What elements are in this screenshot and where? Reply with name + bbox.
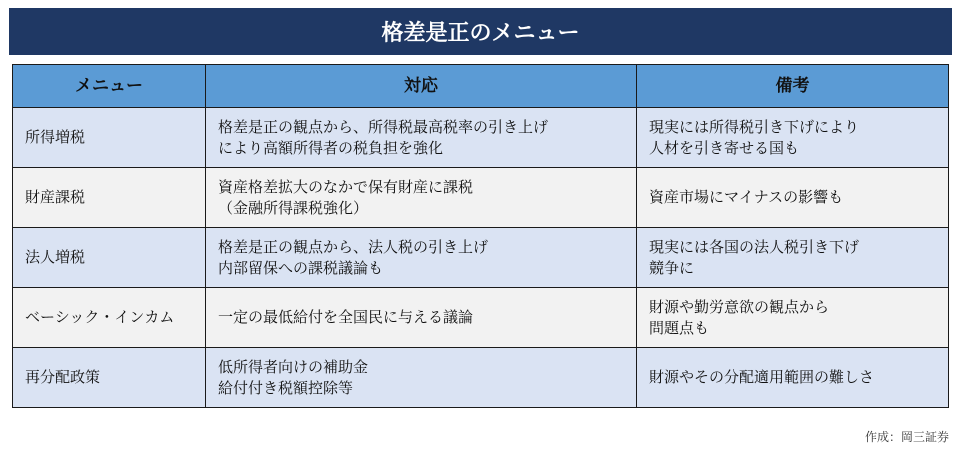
notes-line: 人材を引き寄せる国も: [649, 138, 800, 157]
notes-cell: [637, 108, 949, 168]
header-response: 対応: [206, 65, 637, 108]
response-line: 低所得者向けの補助金: [218, 357, 369, 376]
notes-line: 現実には所得税引き下げにより: [649, 117, 860, 136]
header-notes: 備考: [637, 65, 949, 108]
notes-cell: [637, 168, 949, 228]
notes-line: 現実には各国の法人税引き下げ: [649, 237, 860, 256]
response-line: （金融所得課税強化）: [218, 198, 369, 217]
response-cell: [206, 228, 637, 288]
notes-cell: [637, 348, 949, 408]
menu-cell: 法人増税: [13, 228, 206, 288]
table-header-row: [13, 65, 949, 108]
response-line: 一定の最低給付を全国民に与える議論: [218, 308, 474, 326]
menu-cell: 財産課税: [13, 168, 206, 228]
response-line: 格差是正の観点から、所得税最高税率の引き上げ: [218, 117, 549, 136]
menu-cell: 所得増税: [13, 108, 206, 168]
menu-cell: 再分配政策: [13, 348, 206, 408]
notes-cell: [637, 228, 949, 288]
notes-line: 競争に: [649, 258, 695, 277]
notes-line: 資産市場にマイナスの影響も: [649, 188, 844, 206]
notes-cell: [637, 288, 949, 348]
notes-line: 財源や勤労意欲の観点から: [649, 297, 830, 316]
page-title: 格差是正のメニュー: [9, 8, 952, 55]
notes-line: 問題点も: [649, 318, 710, 337]
table-row: [13, 108, 949, 168]
response-line: により高額所得者の税負担を強化: [218, 138, 444, 157]
policy-menu-table: [12, 64, 949, 408]
table-row: [13, 288, 949, 348]
notes-line: 財源やその分配適用範囲の難しさ: [649, 368, 875, 386]
response-line: 格差是正の観点から、法人税の引き上げ: [218, 237, 489, 256]
table-row: [13, 348, 949, 408]
response-cell: [206, 348, 637, 408]
table-row: [13, 228, 949, 288]
response-line: 内部留保への課税議論も: [218, 258, 384, 277]
source-note: 作成：岡三証券: [864, 430, 949, 444]
header-menu: メニュー: [13, 65, 206, 108]
response-cell: [206, 108, 637, 168]
response-cell: [206, 288, 637, 348]
response-line: 資産格差拡大のなかで保有財産に課税: [218, 177, 474, 196]
menu-cell: ベーシック・インカム: [13, 288, 206, 348]
response-cell: [206, 168, 637, 228]
table-row: [13, 168, 949, 228]
response-line: 給付付き税額控除等: [218, 378, 354, 397]
